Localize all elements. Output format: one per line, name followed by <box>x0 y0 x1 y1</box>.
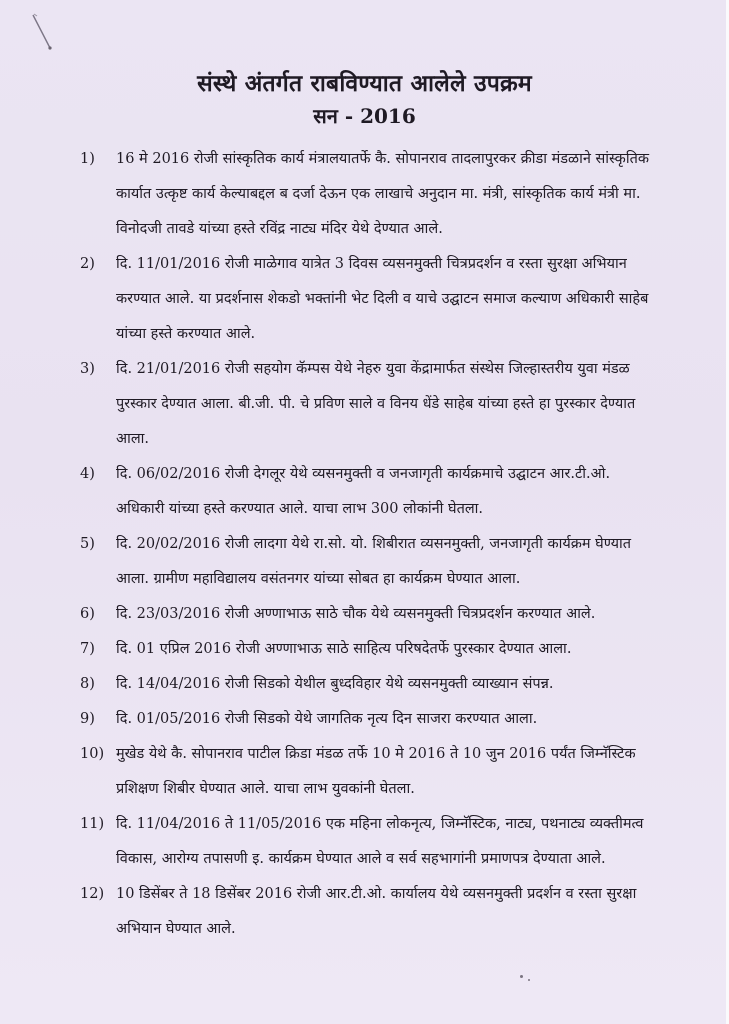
item-text: दि. 20/02/2016 रोजी लादगा येथे रा.सो. यो. शिबीरात व्यसनमुक्ती, जनजागृती कार्यक्रम घेण्यात आला. ग्रामीण महाविद्यालय वसंतनगर यांच्या सोबत हा कार्यक्रम घेण्यात आला. <box>116 536 632 587</box>
activity-list <box>80 142 660 947</box>
item-number: 11) <box>80 816 105 832</box>
list-item <box>80 247 660 352</box>
item-number: 9) <box>80 711 95 727</box>
staple-mark-icon <box>30 12 54 52</box>
item-text: दि. 23/03/2016 रोजी अण्णाभाऊ साठे चौक येथे व्यसनमुक्ती चित्रप्रदर्शन करण्यात आले. <box>116 606 596 622</box>
list-item <box>80 877 660 947</box>
item-number: 1) <box>80 151 95 167</box>
item-text: 16 मे 2016 रोजी सांस्कृतिक कार्य मंत्रालयातर्फे कै. सोपानराव तादलापुरकर क्रीडा मंडळाने सांस्कृतिक कार्यात उत्कृष्ट कार्य केल्याबद्दल ब दर्जा देऊन एक लाखाचे अनुदान मा. मंत्री, सांस्कृतिक कार्य मंत्री मा. विनोदजी तावडे यांच्या हस्ते रविंद्र नाट्य मंदिर येथे देण्यात आले. <box>116 151 649 237</box>
list-item <box>80 352 660 457</box>
item-number: 6) <box>80 606 95 622</box>
list-item <box>80 632 660 667</box>
item-text: दि. 11/04/2016 ते 11/05/2016 एक महिना लोकनृत्य, जिम्नॅस्टिक, नाट्य, पथनाट्य व्यक्तीमत्व विकास, आरोग्य तपासणी इ. कार्यक्रम घेण्यात आले व सर्व सहभागांनी प्रमाणपत्र देण्याता आले. <box>116 816 644 867</box>
item-text: दि. 11/01/2016 रोजी माळेगाव यात्रेत 3 दिवस व्यसनमुक्ती चित्रप्रदर्शन व रस्ता सुरक्षा अभियान करण्यात आले. या प्रदर्शनास शेकडो भक्तांनी भेट दिली व याचे उद्घाटन समाज कल्याण अधिकारी साहेब यांच्या हस्ते करण्यात आले. <box>116 256 649 342</box>
item-text: दि. 01/05/2016 रोजी सिडको येथे जागतिक नृत्य दिन साजरा करण्यात आला. <box>116 711 538 727</box>
item-number: 8) <box>80 676 95 692</box>
list-item <box>80 527 660 597</box>
item-text: दि. 14/04/2016 रोजी सिडको येथील बुध्दविहार येथे व्यसनमुक्ती व्याख्यान संपन्न. <box>116 676 554 692</box>
item-number: 5) <box>80 536 95 552</box>
item-number: 12) <box>80 886 105 902</box>
item-number: 10) <box>80 746 105 762</box>
paper-speck <box>520 975 523 978</box>
document-title: संस्थे अंतर्गत राबविण्यात आलेले उपक्रम <box>197 70 532 97</box>
item-text: दि. 06/02/2016 रोजी देगलूर येथे व्यसनमुक्ती व जनजागृती कार्यक्रमाचे उद्घाटन आर.टी.ओ. अधिकारी यांच्या हस्ते करण्यात आले. याचा लाभ 300 लोकांनी घेतला. <box>116 466 611 517</box>
item-text: दि. 21/01/2016 रोजी सहयोग कॅम्पस येथे नेहरु युवा केंद्रामार्फत संस्थेस जिल्हास्तरीय युवा मंडळ पुरस्कार देण्यात आला. बी.जी. पी. चे प्रविण साले व विनय धेंडे साहेब यांच्या हस्ते हा पुरस्कार देण्यात आला. <box>116 361 636 447</box>
item-number: 4) <box>80 466 95 482</box>
list-item <box>80 597 660 632</box>
list-item <box>80 457 660 527</box>
list-item <box>80 667 660 702</box>
list-item <box>80 142 660 247</box>
document-year: सन - 2016 <box>313 104 416 128</box>
item-number: 7) <box>80 641 95 657</box>
item-number: 3) <box>80 361 95 377</box>
list-item <box>80 737 660 807</box>
item-text: दि. 01 एप्रिल 2016 रोजी अण्णाभाऊ साठे साहित्य परिषदेतर्फे पुरस्कार देण्यात आला. <box>116 641 572 657</box>
list-item <box>80 702 660 737</box>
item-number: 2) <box>80 256 95 272</box>
item-text: 10 डिसेंबर ते 18 डिसेंबर 2016 रोजी आर.टी.ओ. कार्यालय येथे व्यसनमुक्ती प्रदर्शन व रस्ता सुरक्षा अभियान घेण्यात आले. <box>116 886 637 937</box>
item-text: मुखेड येथे कै. सोपानराव पाटील क्रिडा मंडळ तर्फे 10 मे 2016 ते 10 जुन 2016 पर्यंत जिम्नॅस्टिक प्रशिक्षण शिबीर घेण्यात आले. याचा लाभ युवकांनी घेतला. <box>116 746 636 797</box>
paper-speck <box>528 979 530 981</box>
list-item <box>80 807 660 877</box>
